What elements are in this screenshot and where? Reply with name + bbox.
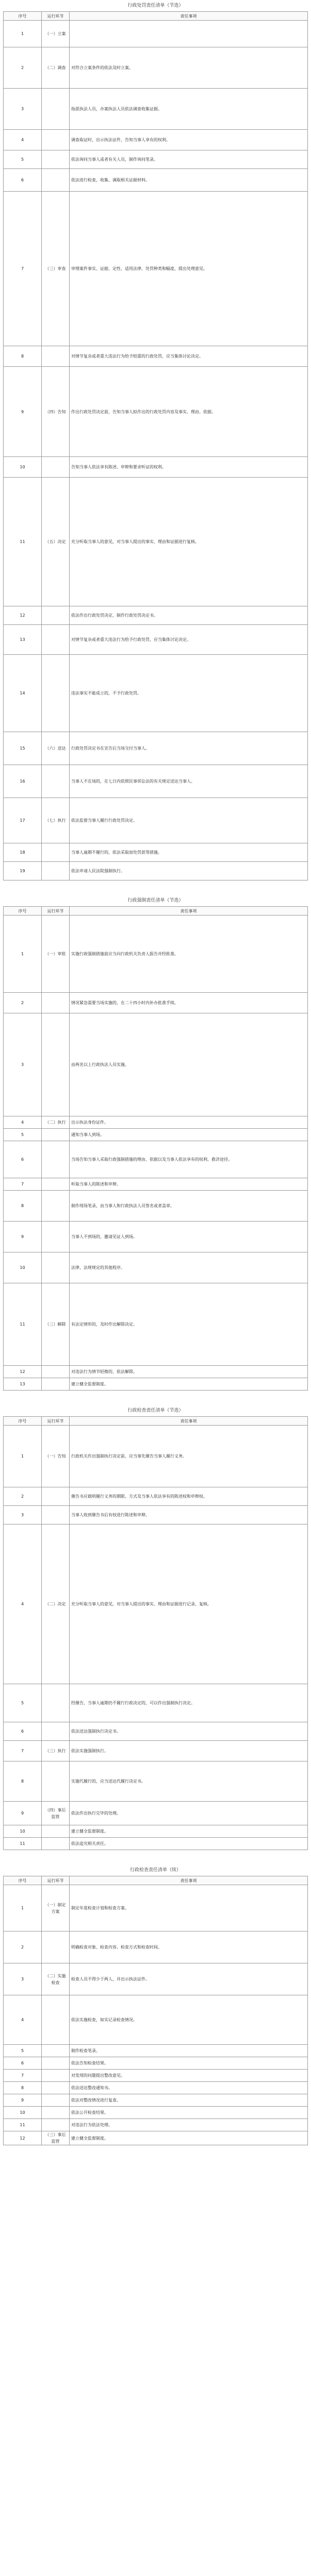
responsibility-text: 依法作出行政处罚决定，制作行政处罚决定书。 — [70, 606, 308, 625]
table-row — [4, 1222, 308, 1252]
process-stage — [42, 655, 70, 732]
table-row — [4, 1378, 308, 1391]
table-row — [4, 1141, 308, 1178]
responsibility-text: 由两名以上行政执法人员实施。 — [70, 1013, 308, 1116]
process-stage — [42, 1141, 70, 1178]
process-stage: （三）审查 — [42, 192, 70, 346]
row-number: 19 — [4, 862, 42, 880]
row-number: 6 — [4, 1722, 42, 1741]
process-stage: （三）解除 — [42, 1283, 70, 1366]
table-row — [4, 1931, 308, 1963]
row-number: 14 — [4, 655, 42, 732]
column-header: 运行环节 — [42, 907, 70, 916]
table-row — [4, 1838, 308, 1850]
responsibility-text: 依法进行检查，收集、调取相关证据材料。 — [70, 169, 308, 192]
table-header-row — [4, 1417, 308, 1426]
column-header: 序号 — [4, 12, 42, 21]
row-number: 11 — [4, 478, 42, 606]
table-row — [4, 367, 308, 457]
process-stage — [42, 169, 70, 192]
process-stage — [42, 765, 70, 798]
table-row — [4, 625, 308, 655]
process-stage — [42, 1013, 70, 1116]
process-stage — [42, 993, 70, 1013]
responsibility-text: 依法送达整改通知书。 — [70, 2082, 308, 2094]
section-gap — [0, 1391, 311, 1405]
process-stage — [42, 1178, 70, 1191]
section-gap — [0, 880, 311, 895]
table-row — [4, 150, 308, 169]
process-stage — [42, 1838, 70, 1850]
responsibility-table — [3, 1876, 308, 2145]
row-number: 2 — [4, 1487, 42, 1506]
row-number: 3 — [4, 1013, 42, 1116]
process-stage: （三）执行 — [42, 1741, 70, 1761]
process-stage: （二）执行 — [42, 1116, 70, 1129]
responsibility-text: 当场告知当事人采取行政强制措施的理由、依据以及当事人依法享有的权利、救济途径。 — [70, 1141, 308, 1178]
process-stage — [42, 130, 70, 150]
table-row — [4, 843, 308, 862]
table-row — [4, 1995, 308, 2045]
responsibility-text: 依法监督当事人履行行政处罚决定。 — [70, 798, 308, 843]
row-number: 3 — [4, 1963, 42, 1995]
row-number: 5 — [4, 150, 42, 169]
row-number: 12 — [4, 2131, 42, 2145]
process-stage: （一）制定方案 — [42, 1885, 70, 1931]
row-number: 5 — [4, 1684, 42, 1722]
process-stage — [42, 1931, 70, 1963]
process-stage — [42, 2057, 70, 2070]
responsibility-text: 实施代履行的，应当送达代履行决定书。 — [70, 1761, 308, 1802]
responsibility-text: 依法公开检查结果。 — [70, 2107, 308, 2119]
table-row — [4, 916, 308, 993]
table-row — [4, 1885, 308, 1931]
column-header: 运行环节 — [42, 12, 70, 21]
responsibility-text: 告知当事人依法享有陈述、申辩和要求听证的权利。 — [70, 457, 308, 478]
table-row — [4, 1963, 308, 1995]
process-stage — [42, 1761, 70, 1802]
column-header: 责任事项 — [70, 1417, 308, 1426]
responsibility-table — [3, 906, 308, 1391]
responsibility-text: 建立健全监督制度。 — [70, 1825, 308, 1838]
process-stage — [42, 2119, 70, 2131]
row-number: 7 — [4, 1178, 42, 1191]
table-row — [4, 1426, 308, 1487]
table-row — [4, 2070, 308, 2082]
table-row — [4, 1684, 308, 1722]
process-stage: （三）事后监管 — [42, 2131, 70, 2145]
responsibility-text: 充分听取当事人的意见，对当事人提出的事实、理由和证据进行复核。 — [70, 478, 308, 606]
table-row — [4, 606, 308, 625]
responsibility-text: 建立健全监督制度。 — [70, 1378, 308, 1391]
section-title: 行政处罚责任清单（节选） — [127, 3, 184, 8]
row-number: 12 — [4, 1366, 42, 1378]
table-row — [4, 2107, 308, 2119]
column-header: 责任事项 — [70, 1876, 308, 1885]
table-row — [4, 655, 308, 732]
responsibility-text: 调查取证时，出示执法证件，告知当事人享有的权利。 — [70, 130, 308, 150]
process-stage — [42, 1191, 70, 1222]
responsibility-text: 行政处罚决定书在宣告后当场交付当事人。 — [70, 732, 308, 765]
table-row — [4, 1116, 308, 1129]
responsibility-text: 对情节复杂或者重大违法行为给予行政处罚，应当集体讨论决定。 — [70, 625, 308, 655]
row-number: 17 — [4, 798, 42, 843]
row-number: 10 — [4, 1252, 42, 1283]
row-number: 7 — [4, 1741, 42, 1761]
row-number: 4 — [4, 1524, 42, 1684]
row-number: 18 — [4, 843, 42, 862]
responsibility-table — [3, 11, 308, 880]
responsibility-text: 听取当事人的陈述和申辩。 — [70, 1178, 308, 1191]
row-number: 3 — [4, 89, 42, 130]
row-number: 2 — [4, 1931, 42, 1963]
responsibility-text: 违法事实不能成立的，不予行政处罚。 — [70, 655, 308, 732]
process-stage — [42, 2094, 70, 2107]
process-stage — [42, 2045, 70, 2057]
responsibility-text: 检查人员不得少于两人，并出示执法证件。 — [70, 1963, 308, 1995]
column-header: 运行环节 — [42, 1417, 70, 1426]
responsibility-text: 充分听取当事人的意见，对当事人提出的事实、理由和证据进行记录、复核。 — [70, 1524, 308, 1684]
responsibility-text: 对情节复杂或者重大违法行为给予较重的行政处罚，应当集体讨论决定。 — [70, 346, 308, 367]
row-number: 9 — [4, 2094, 42, 2107]
table-row — [4, 47, 308, 89]
table-row — [4, 1722, 308, 1741]
process-stage: （一）审批 — [42, 916, 70, 993]
table-row — [4, 1524, 308, 1684]
responsibility-text: 情况紧急需要当场实施的，在二十四小时内补办批准手续。 — [70, 993, 308, 1013]
responsibility-text: 依法送达强制执行决定书。 — [70, 1722, 308, 1741]
table-row — [4, 346, 308, 367]
table-row — [4, 1129, 308, 1141]
table-row — [4, 2094, 308, 2107]
row-number: 7 — [4, 192, 42, 346]
responsibility-text: 催告书应载明履行义务的期限、方式及当事人依法享有的陈述权和申辩权。 — [70, 1487, 308, 1506]
table-row — [4, 993, 308, 1013]
process-stage: （一）立案 — [42, 21, 70, 47]
row-number: 15 — [4, 732, 42, 765]
responsibility-text: 当事人不在场的，在七日内依照民事诉讼法的有关规定送达当事人。 — [70, 765, 308, 798]
responsibility-text: 明确检查对象、检查内容、检查方式和检查时间。 — [70, 1931, 308, 1963]
row-number: 3 — [4, 1506, 42, 1524]
table-row — [4, 192, 308, 346]
responsibility-text: 审理案件事实、证据、定性、适用法律、处罚种类和幅度，提出处理意见。 — [70, 192, 308, 346]
responsibility-text: 行政机关作出强制执行决定前，应当事先催告当事人履行义务。 — [70, 1426, 308, 1487]
process-stage — [42, 150, 70, 169]
process-stage — [42, 1722, 70, 1741]
process-stage — [42, 1995, 70, 2045]
responsibility-text: 有法定情形的，及时作出解除决定。 — [70, 1283, 308, 1366]
responsibility-text: 对违法行为依法处理。 — [70, 2119, 308, 2131]
responsibility-text — [70, 21, 308, 47]
responsibility-table — [3, 1416, 308, 1850]
process-stage — [42, 1366, 70, 1378]
responsibility-text: 依法对整改情况进行复查。 — [70, 2094, 308, 2107]
table-row — [4, 1191, 308, 1222]
responsibility-text: 制作检查笔录。 — [70, 2045, 308, 2057]
responsibility-text: 作出行政处罚决定前，告知当事人拟作出的行政处罚内容及事实、理由、依据。 — [70, 367, 308, 457]
table-header-row — [4, 907, 308, 916]
row-number: 12 — [4, 606, 42, 625]
process-stage: （二）决定 — [42, 1524, 70, 1684]
responsibility-text: 对符合立案条件的依法及时立案。 — [70, 47, 308, 89]
table-row — [4, 2131, 308, 2145]
responsibility-text: 依法告知检查结果。 — [70, 2057, 308, 2070]
process-stage — [42, 862, 70, 880]
column-header: 责任事项 — [70, 907, 308, 916]
process-stage — [42, 2107, 70, 2119]
process-stage — [42, 89, 70, 130]
process-stage — [42, 457, 70, 478]
process-stage — [42, 2082, 70, 2094]
process-stage — [42, 1222, 70, 1252]
table-row — [4, 2057, 308, 2070]
section-title: 行政检查责任清单（节选） — [127, 1408, 184, 1413]
row-number: 2 — [4, 47, 42, 89]
responsibility-text: 制定年度检查计划和检查方案。 — [70, 1885, 308, 1931]
process-stage: （七）执行 — [42, 798, 70, 843]
row-number: 7 — [4, 2070, 42, 2082]
table-row — [4, 21, 308, 47]
row-number: 1 — [4, 1426, 42, 1487]
column-header: 运行环节 — [42, 1876, 70, 1885]
column-header: 序号 — [4, 1417, 42, 1426]
process-stage: （二）实施检查 — [42, 1963, 70, 1995]
responsibility-text: 依法申请人民法院强制执行。 — [70, 862, 308, 880]
row-number: 10 — [4, 1825, 42, 1838]
table-row — [4, 457, 308, 478]
column-header: 责任事项 — [70, 12, 308, 21]
process-stage — [42, 1487, 70, 1506]
responsibility-text: 当事人逾期不履行的，依法采取加处罚款等措施。 — [70, 843, 308, 862]
process-stage: （六）送达 — [42, 732, 70, 765]
row-number: 10 — [4, 457, 42, 478]
row-number: 10 — [4, 2107, 42, 2119]
table-row — [4, 1487, 308, 1506]
row-number: 8 — [4, 1761, 42, 1802]
row-number: 13 — [4, 1378, 42, 1391]
row-number: 6 — [4, 2057, 42, 2070]
responsibility-text: 当事人收到催告书后有权进行陈述和申辩。 — [70, 1506, 308, 1524]
table-row — [4, 1741, 308, 1761]
process-stage — [42, 346, 70, 367]
responsibility-text: 依法询问当事人或者有关人员，制作询问笔录。 — [70, 150, 308, 169]
table-header-row — [4, 1876, 308, 1885]
row-number: 4 — [4, 1116, 42, 1129]
row-number: 13 — [4, 625, 42, 655]
process-stage — [42, 2070, 70, 2082]
process-stage — [42, 1129, 70, 1141]
row-number: 9 — [4, 1802, 42, 1825]
responsibility-text: 依法作出执行完毕的处理。 — [70, 1802, 308, 1825]
row-number: 8 — [4, 346, 42, 367]
process-stage — [42, 1252, 70, 1283]
row-number: 8 — [4, 2082, 42, 2094]
table-row — [4, 478, 308, 606]
responsibility-text: 法律、法规规定的其他程序。 — [70, 1252, 308, 1283]
process-stage: （五）决定 — [42, 478, 70, 606]
process-stage — [42, 625, 70, 655]
process-stage — [42, 1825, 70, 1838]
responsibility-text: 实施行政强制措施前应当向行政机关负责人报告并经批准。 — [70, 916, 308, 993]
responsibility-text: 经催告，当事人逾期仍不履行行政决定的，可以作出强制执行决定。 — [70, 1684, 308, 1722]
table-row — [4, 1252, 308, 1283]
row-number: 5 — [4, 1129, 42, 1141]
row-number: 6 — [4, 169, 42, 192]
responsibility-text: 对违法行为情节轻微的，依法解除。 — [70, 1366, 308, 1378]
responsibility-text: 依法追究相关责任。 — [70, 1838, 308, 1850]
section-title: 行政强制责任清单（节选） — [127, 898, 184, 903]
table-row — [4, 1013, 308, 1116]
responsibility-text: 制作现场笔录，由当事人和行政执法人员签名或者盖章。 — [70, 1191, 308, 1222]
responsibility-text: 对发现的问题提出整改意见。 — [70, 2070, 308, 2082]
table-row — [4, 1761, 308, 1802]
table-row — [4, 89, 308, 130]
row-number: 8 — [4, 1191, 42, 1222]
row-number: 1 — [4, 1885, 42, 1931]
row-number: 9 — [4, 1222, 42, 1252]
responsibility-text: 依法实施检查，如实记录检查情况。 — [70, 1995, 308, 2045]
section-title: 行政检查责任清单（续） — [129, 1868, 181, 1873]
row-number: 2 — [4, 993, 42, 1013]
responsibility-text: 指派执法人员，办案执法人员依法调查收集证据。 — [70, 89, 308, 130]
section-gap — [0, 1850, 311, 1865]
column-header: 序号 — [4, 907, 42, 916]
process-stage — [42, 843, 70, 862]
table-row — [4, 1506, 308, 1524]
responsibility-text: 依法实施强制执行。 — [70, 1741, 308, 1761]
process-stage: （一）告知 — [42, 1426, 70, 1487]
table-row — [4, 1825, 308, 1838]
table-row — [4, 765, 308, 798]
row-number: 11 — [4, 2119, 42, 2131]
table-row — [4, 2119, 308, 2131]
table-header-row — [4, 12, 308, 21]
process-stage: （四）事后监管 — [42, 1802, 70, 1825]
row-number: 16 — [4, 765, 42, 798]
row-number: 4 — [4, 130, 42, 150]
table-row — [4, 732, 308, 765]
responsibility-text: 通知当事人到场。 — [70, 1129, 308, 1141]
table-row — [4, 1178, 308, 1191]
process-stage: （四）告知 — [42, 367, 70, 457]
table-row — [4, 169, 308, 192]
process-stage — [42, 1378, 70, 1391]
table-row — [4, 862, 308, 880]
table-row — [4, 1283, 308, 1366]
row-number: 9 — [4, 367, 42, 457]
table-row — [4, 798, 308, 843]
process-stage — [42, 1506, 70, 1524]
row-number: 1 — [4, 916, 42, 993]
table-row — [4, 130, 308, 150]
row-number: 1 — [4, 21, 42, 47]
row-number: 5 — [4, 2045, 42, 2057]
responsibility-text: 建立健全监督制度。 — [70, 2131, 308, 2145]
row-number: 11 — [4, 1838, 42, 1850]
table-row — [4, 2082, 308, 2094]
process-stage: （二）调查 — [42, 47, 70, 89]
process-stage — [42, 1684, 70, 1722]
table-row — [4, 1802, 308, 1825]
section-gap — [0, 2145, 311, 2160]
process-stage — [42, 606, 70, 625]
responsibility-text: 当事人不到场的，邀请见证人到场。 — [70, 1222, 308, 1252]
row-number: 11 — [4, 1283, 42, 1366]
table-row — [4, 1366, 308, 1378]
table-row — [4, 2045, 308, 2057]
row-number: 6 — [4, 1141, 42, 1178]
responsibility-text: 出示执法身份证件。 — [70, 1116, 308, 1129]
row-number: 4 — [4, 1995, 42, 2045]
column-header: 序号 — [4, 1876, 42, 1885]
